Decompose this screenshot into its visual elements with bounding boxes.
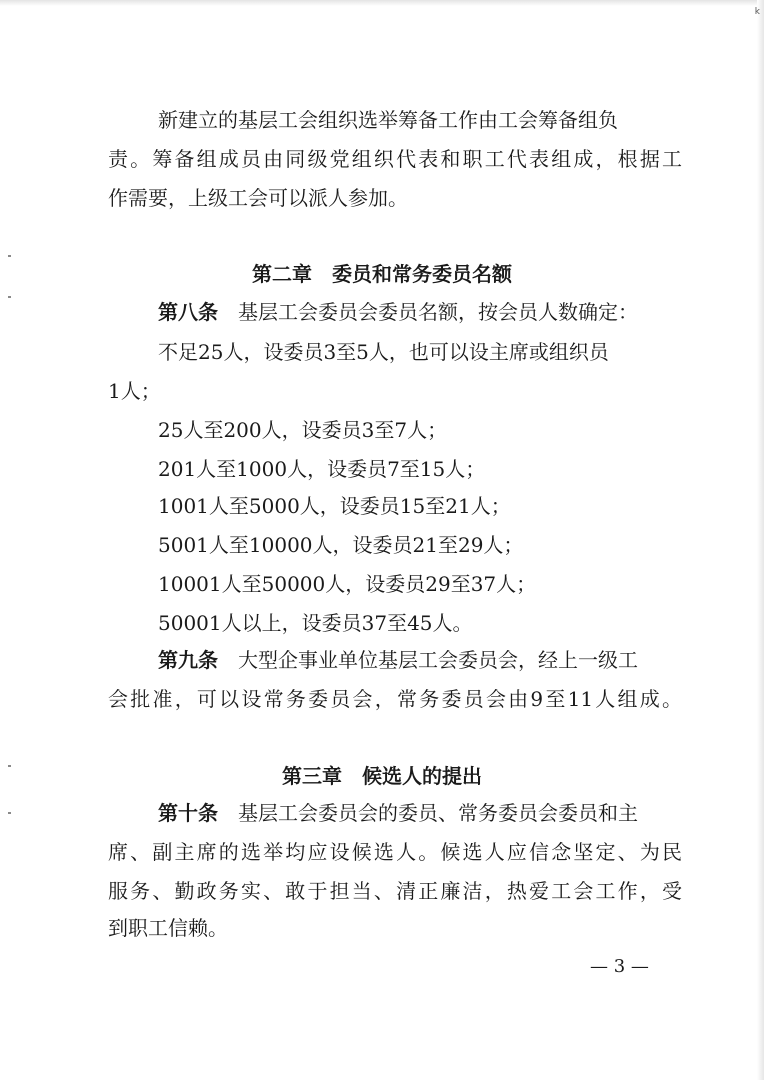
- scan-edge-right: [754, 0, 764, 1080]
- binding-mark: [8, 296, 11, 298]
- page-number: — 3 —: [590, 956, 649, 977]
- paragraph-line: 到职工信赖。: [108, 916, 228, 940]
- paragraph-line: 责。筹备组成员由同级党组织代表和职工代表组成，根据工: [108, 147, 682, 171]
- binding-mark: [8, 812, 11, 814]
- article-text: 基层工会委员会委员名额，按会员人数确定：: [218, 300, 638, 324]
- paragraph-line: 作需要，上级工会可以派人参加。: [108, 186, 408, 210]
- paragraph-line: 会批准，可以设常务委员会，常务委员会由9至11人组成。: [108, 687, 682, 711]
- paragraph-line: 服务、勤政务实、敢于担当、清正廉洁，热爱工会工作，受: [108, 879, 682, 903]
- chapter-title: 第三章 候选人的提出: [282, 764, 482, 788]
- corner-mark: k: [754, 7, 760, 17]
- article-label: 第九条: [158, 648, 218, 672]
- quota-item: 10001人至50000人，设委员29至37人；: [158, 572, 537, 596]
- quota-item: 25人至200人，设委员3至7人；: [158, 418, 448, 442]
- quota-item: 1人；: [108, 379, 161, 403]
- article-8-line: [158, 300, 638, 324]
- quota-item: 5001人至10000人，设委员21至29人；: [158, 533, 524, 557]
- binding-mark: [8, 255, 11, 257]
- paragraph-line: 新建立的基层工会组织选举筹备工作由工会筹备组负: [158, 108, 618, 132]
- article-label: 第八条: [158, 300, 218, 324]
- quota-item: 不足25人，设委员3至5人，也可以设主席或组织员: [158, 340, 609, 364]
- article-9-line: [158, 648, 638, 672]
- article-text: 大型企事业单位基层工会委员会，经上一级工: [218, 648, 638, 672]
- article-text: 基层工会委员会的委员、常务委员会委员和主: [218, 801, 638, 825]
- paragraph-line: 席、副主席的选举均应设候选人。候选人应信念坚定、为民: [108, 840, 682, 864]
- quota-item: 50001人以上，设委员37至45人。: [158, 611, 473, 635]
- scan-edge-top: [0, 0, 764, 6]
- quota-item: 201人至1000人，设委员7至15人；: [158, 457, 486, 481]
- article-10-line: [158, 801, 638, 825]
- article-label: 第十条: [158, 801, 218, 825]
- chapter-title: 第二章 委员和常务委员名额: [252, 262, 512, 286]
- quota-item: 1001人至5000人，设委员15至21人；: [158, 494, 511, 518]
